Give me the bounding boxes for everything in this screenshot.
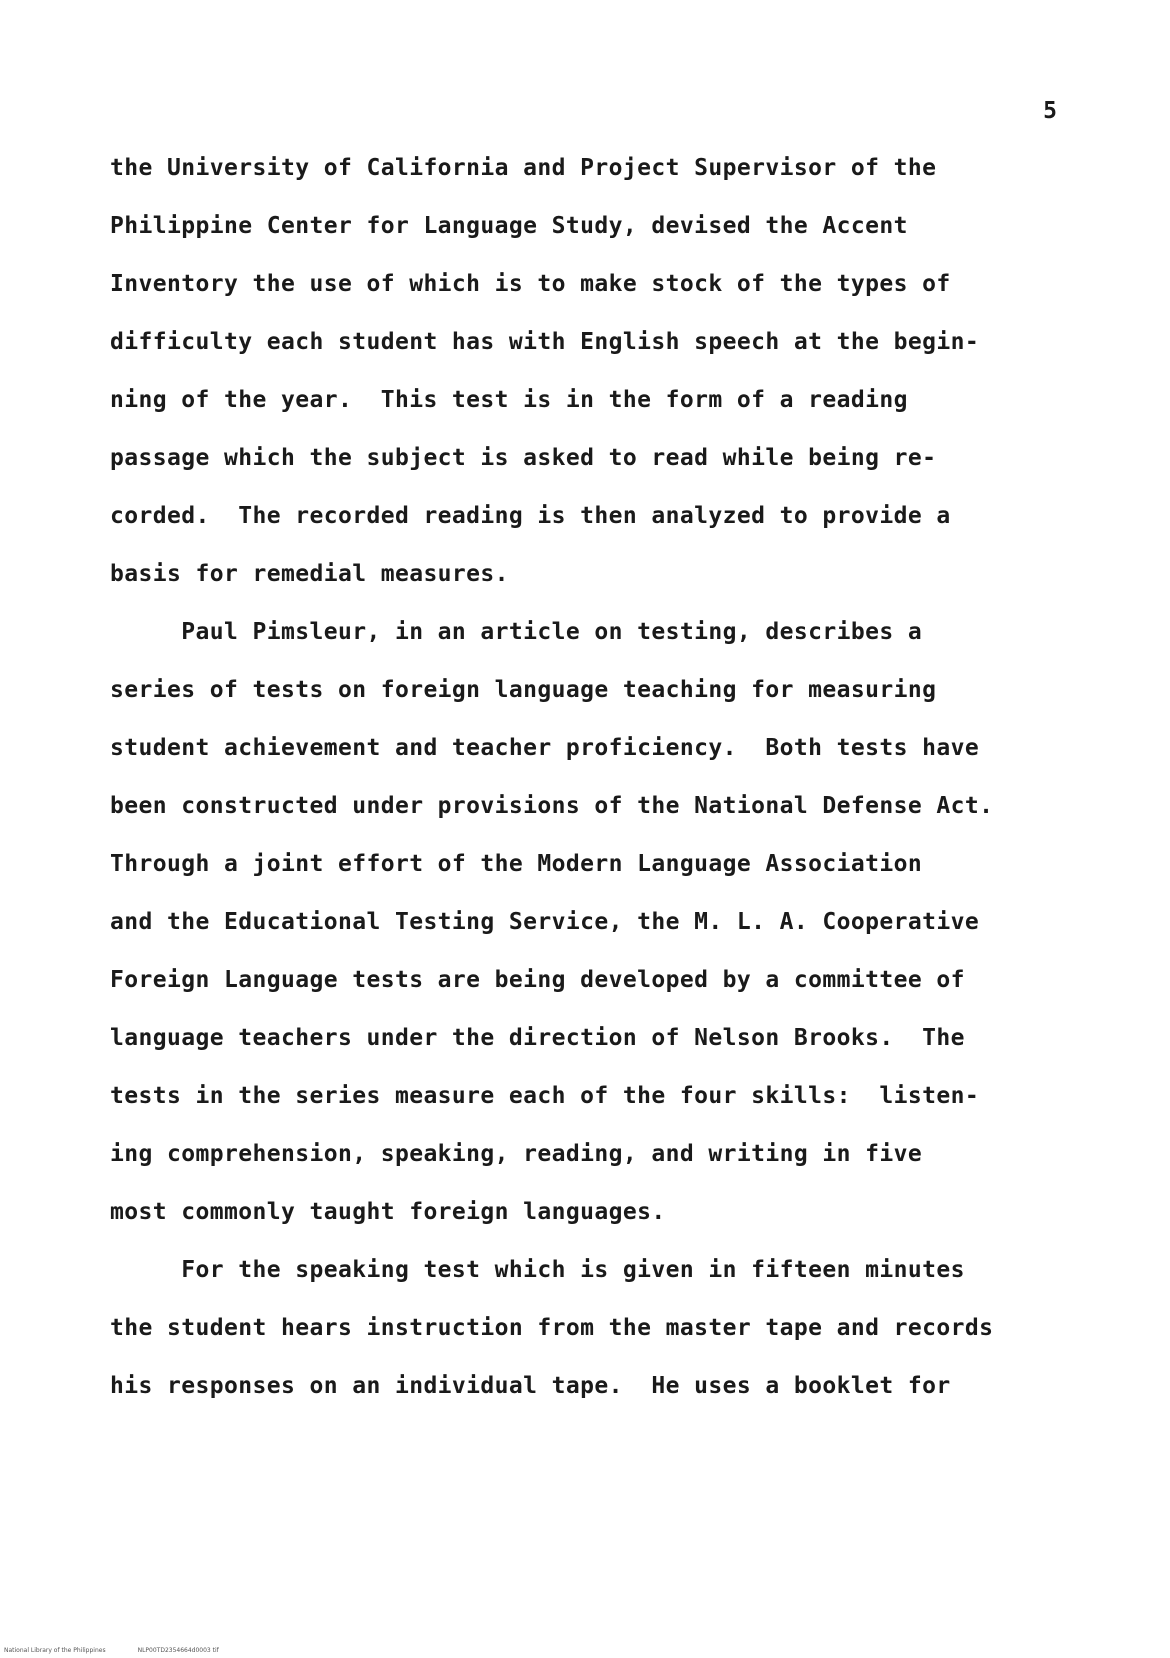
text-line: Inventory the use of which is to make stock of the types of bbox=[110, 271, 951, 297]
text-line: For the speaking test which is given in fifteen minutes bbox=[110, 1257, 965, 1283]
text-line: tests in the series measure each of the four skills: listen- bbox=[110, 1083, 980, 1109]
text-line: Philippine Center for Language Study, devised the Accent bbox=[110, 213, 908, 239]
text-line: Through a joint effort of the Modern Language Association bbox=[110, 851, 923, 877]
text-line: been constructed under provisions of the National Defense Act. bbox=[110, 793, 994, 819]
text-line: series of tests on foreign language teaching for measuring bbox=[110, 677, 937, 703]
text-line: and the Educational Testing Service, the M. L. A. Cooperative bbox=[110, 909, 980, 935]
page-number: 5 bbox=[1043, 98, 1058, 124]
text-line: ning of the year. This test is in the form of a reading bbox=[110, 387, 908, 413]
text-line: Paul Pimsleur, in an article on testing, describes a bbox=[110, 619, 923, 645]
footer-code: NLP00TD2354664d0003 tif bbox=[137, 1647, 219, 1654]
text-line: student achievement and teacher proficiency. Both tests have bbox=[110, 735, 980, 761]
scan-footer bbox=[4, 1647, 219, 1654]
text-line: Foreign Language tests are being developed by a committee of bbox=[110, 967, 965, 993]
text-line: ing comprehension, speaking, reading, and writing in five bbox=[110, 1141, 923, 1167]
text-line: the University of California and Project Supervisor of the bbox=[110, 155, 937, 181]
text-line: language teachers under the direction of Nelson Brooks. The bbox=[110, 1025, 965, 1051]
text-line: difficulty each student has with English speech at the begin- bbox=[110, 329, 980, 355]
text-line: corded. The recorded reading is then analyzed to provide a bbox=[110, 503, 951, 529]
text-line: most commonly taught foreign languages. bbox=[110, 1199, 666, 1225]
text-line: his responses on an individual tape. He uses a booklet for bbox=[110, 1373, 951, 1399]
text-line: the student hears instruction from the master tape and records bbox=[110, 1315, 994, 1341]
footer-library: National Library of the Philippines bbox=[4, 1647, 106, 1654]
text-line: basis for remedial measures. bbox=[110, 561, 509, 587]
text-line: passage which the subject is asked to read while being re- bbox=[110, 445, 937, 471]
